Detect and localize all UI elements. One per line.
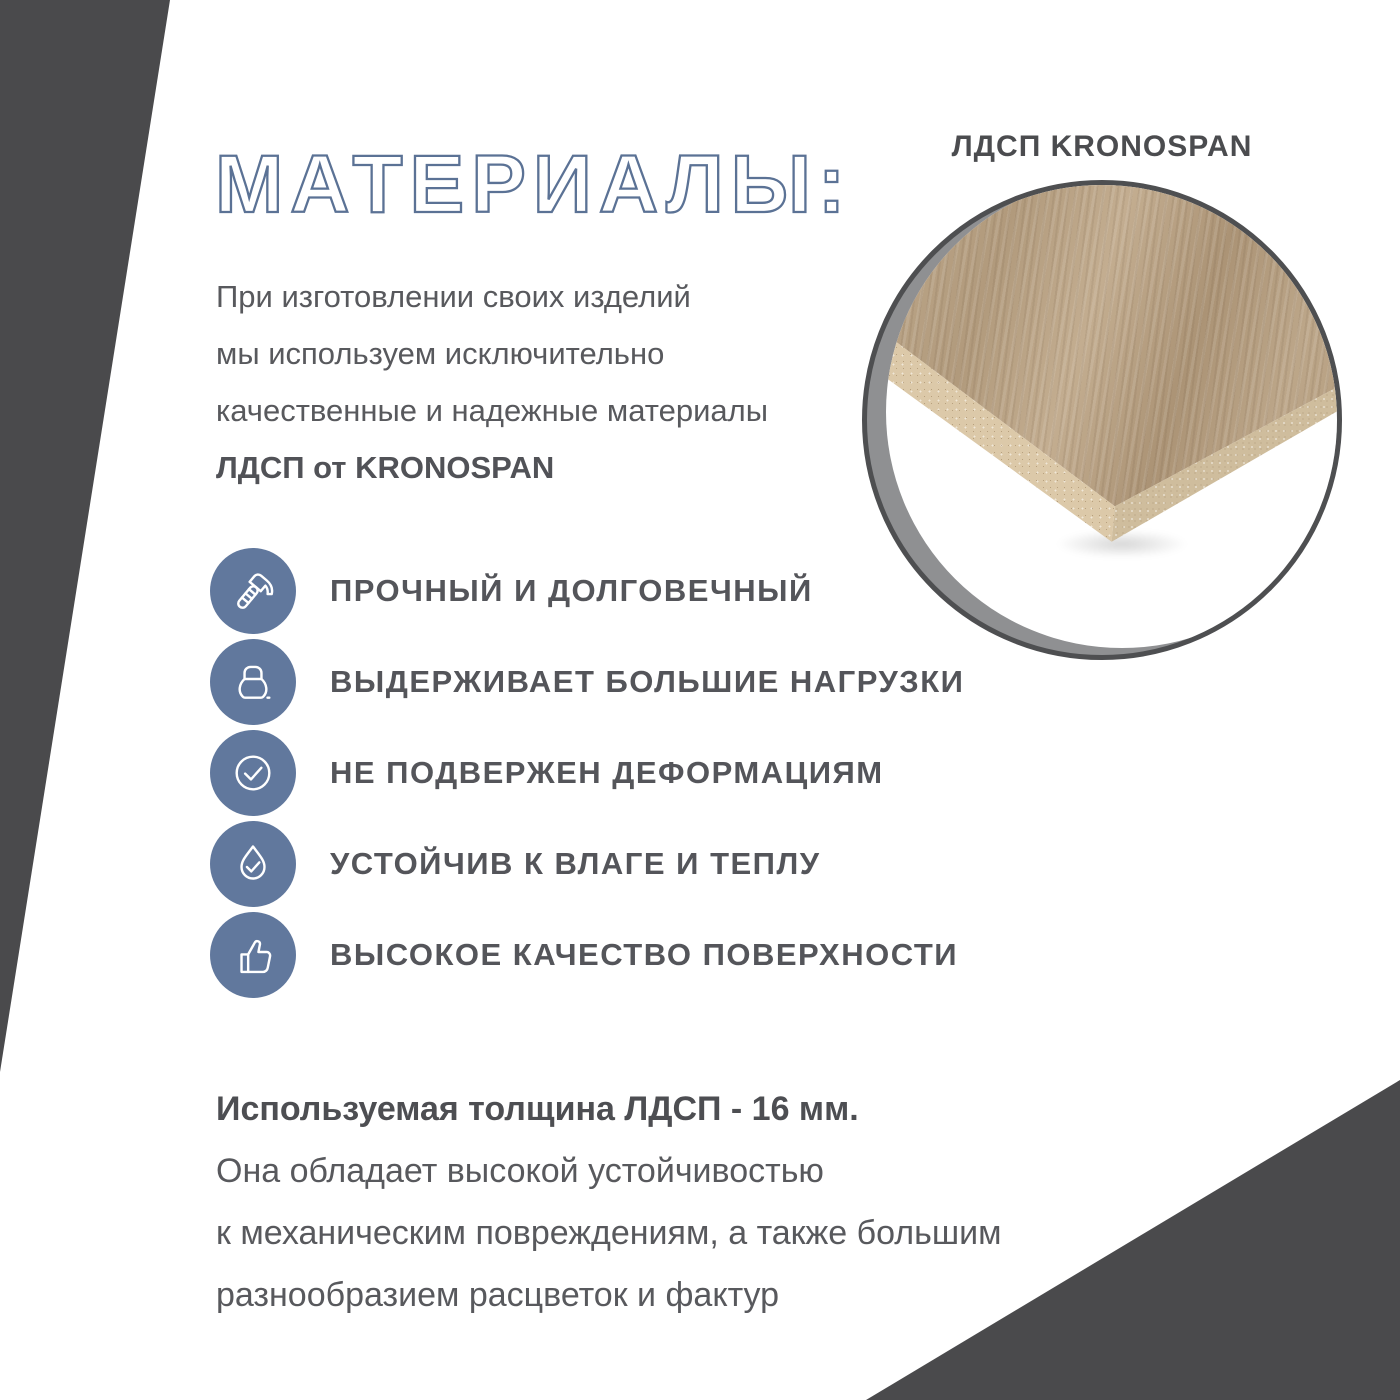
page-title: МАТЕРИАЛЫ:: [215, 139, 853, 230]
intro-paragraph: [216, 268, 768, 496]
feature-row-no-deformation: [210, 730, 964, 816]
feature-label: ВЫСОКОЕ КАЧЕСТВО ПОВЕРХНОСТИ: [330, 937, 959, 972]
feature-row-moisture: [210, 821, 964, 907]
footer-paragraph: [216, 1078, 1002, 1326]
feature-label: ВЫДЕРЖИВАЕТ БОЛЬШИЕ НАГРУЗКИ: [330, 664, 965, 699]
footer-bold-line: Используемая толщина ЛДСП - 16 мм.: [216, 1090, 859, 1128]
intro-line: мы используем исключительно: [216, 336, 665, 371]
footer-line: Она обладает высокой устойчивостью: [216, 1152, 824, 1190]
hammer-icon: [210, 548, 296, 634]
feature-row-surface-quality: [210, 912, 964, 998]
footer-line: к механическим повреждениям, а также большим: [216, 1214, 1002, 1252]
feature-list: [210, 548, 964, 1003]
thumbs-up-icon: [210, 912, 296, 998]
feature-row-loads: [210, 639, 964, 725]
footer-line: разнообразием расцветок и фактур: [216, 1276, 780, 1314]
feature-label: НЕ ПОДВЕРЖЕН ДЕФОРМАЦИЯМ: [330, 755, 884, 790]
feature-label: УСТОЙЧИВ К ВЛАГЕ И ТЕПЛУ: [330, 846, 821, 881]
waterdrop-icon: [210, 821, 296, 907]
photo-caption: ЛДСП KRONOSPAN: [951, 130, 1253, 163]
intro-brand-line: ЛДСП от KRONOSPAN: [216, 450, 555, 485]
kettlebell-icon: [210, 639, 296, 725]
check-circle-icon: [210, 730, 296, 816]
top-left-dark-wedge: [0, 0, 170, 1072]
feature-label: ПРОЧНЫЙ И ДОЛГОВЕЧНЫЙ: [330, 573, 813, 608]
intro-line: При изготовлении своих изделий: [216, 279, 691, 314]
intro-line: качественные и надежные материалы: [216, 393, 769, 428]
feature-row-durable: [210, 548, 964, 634]
